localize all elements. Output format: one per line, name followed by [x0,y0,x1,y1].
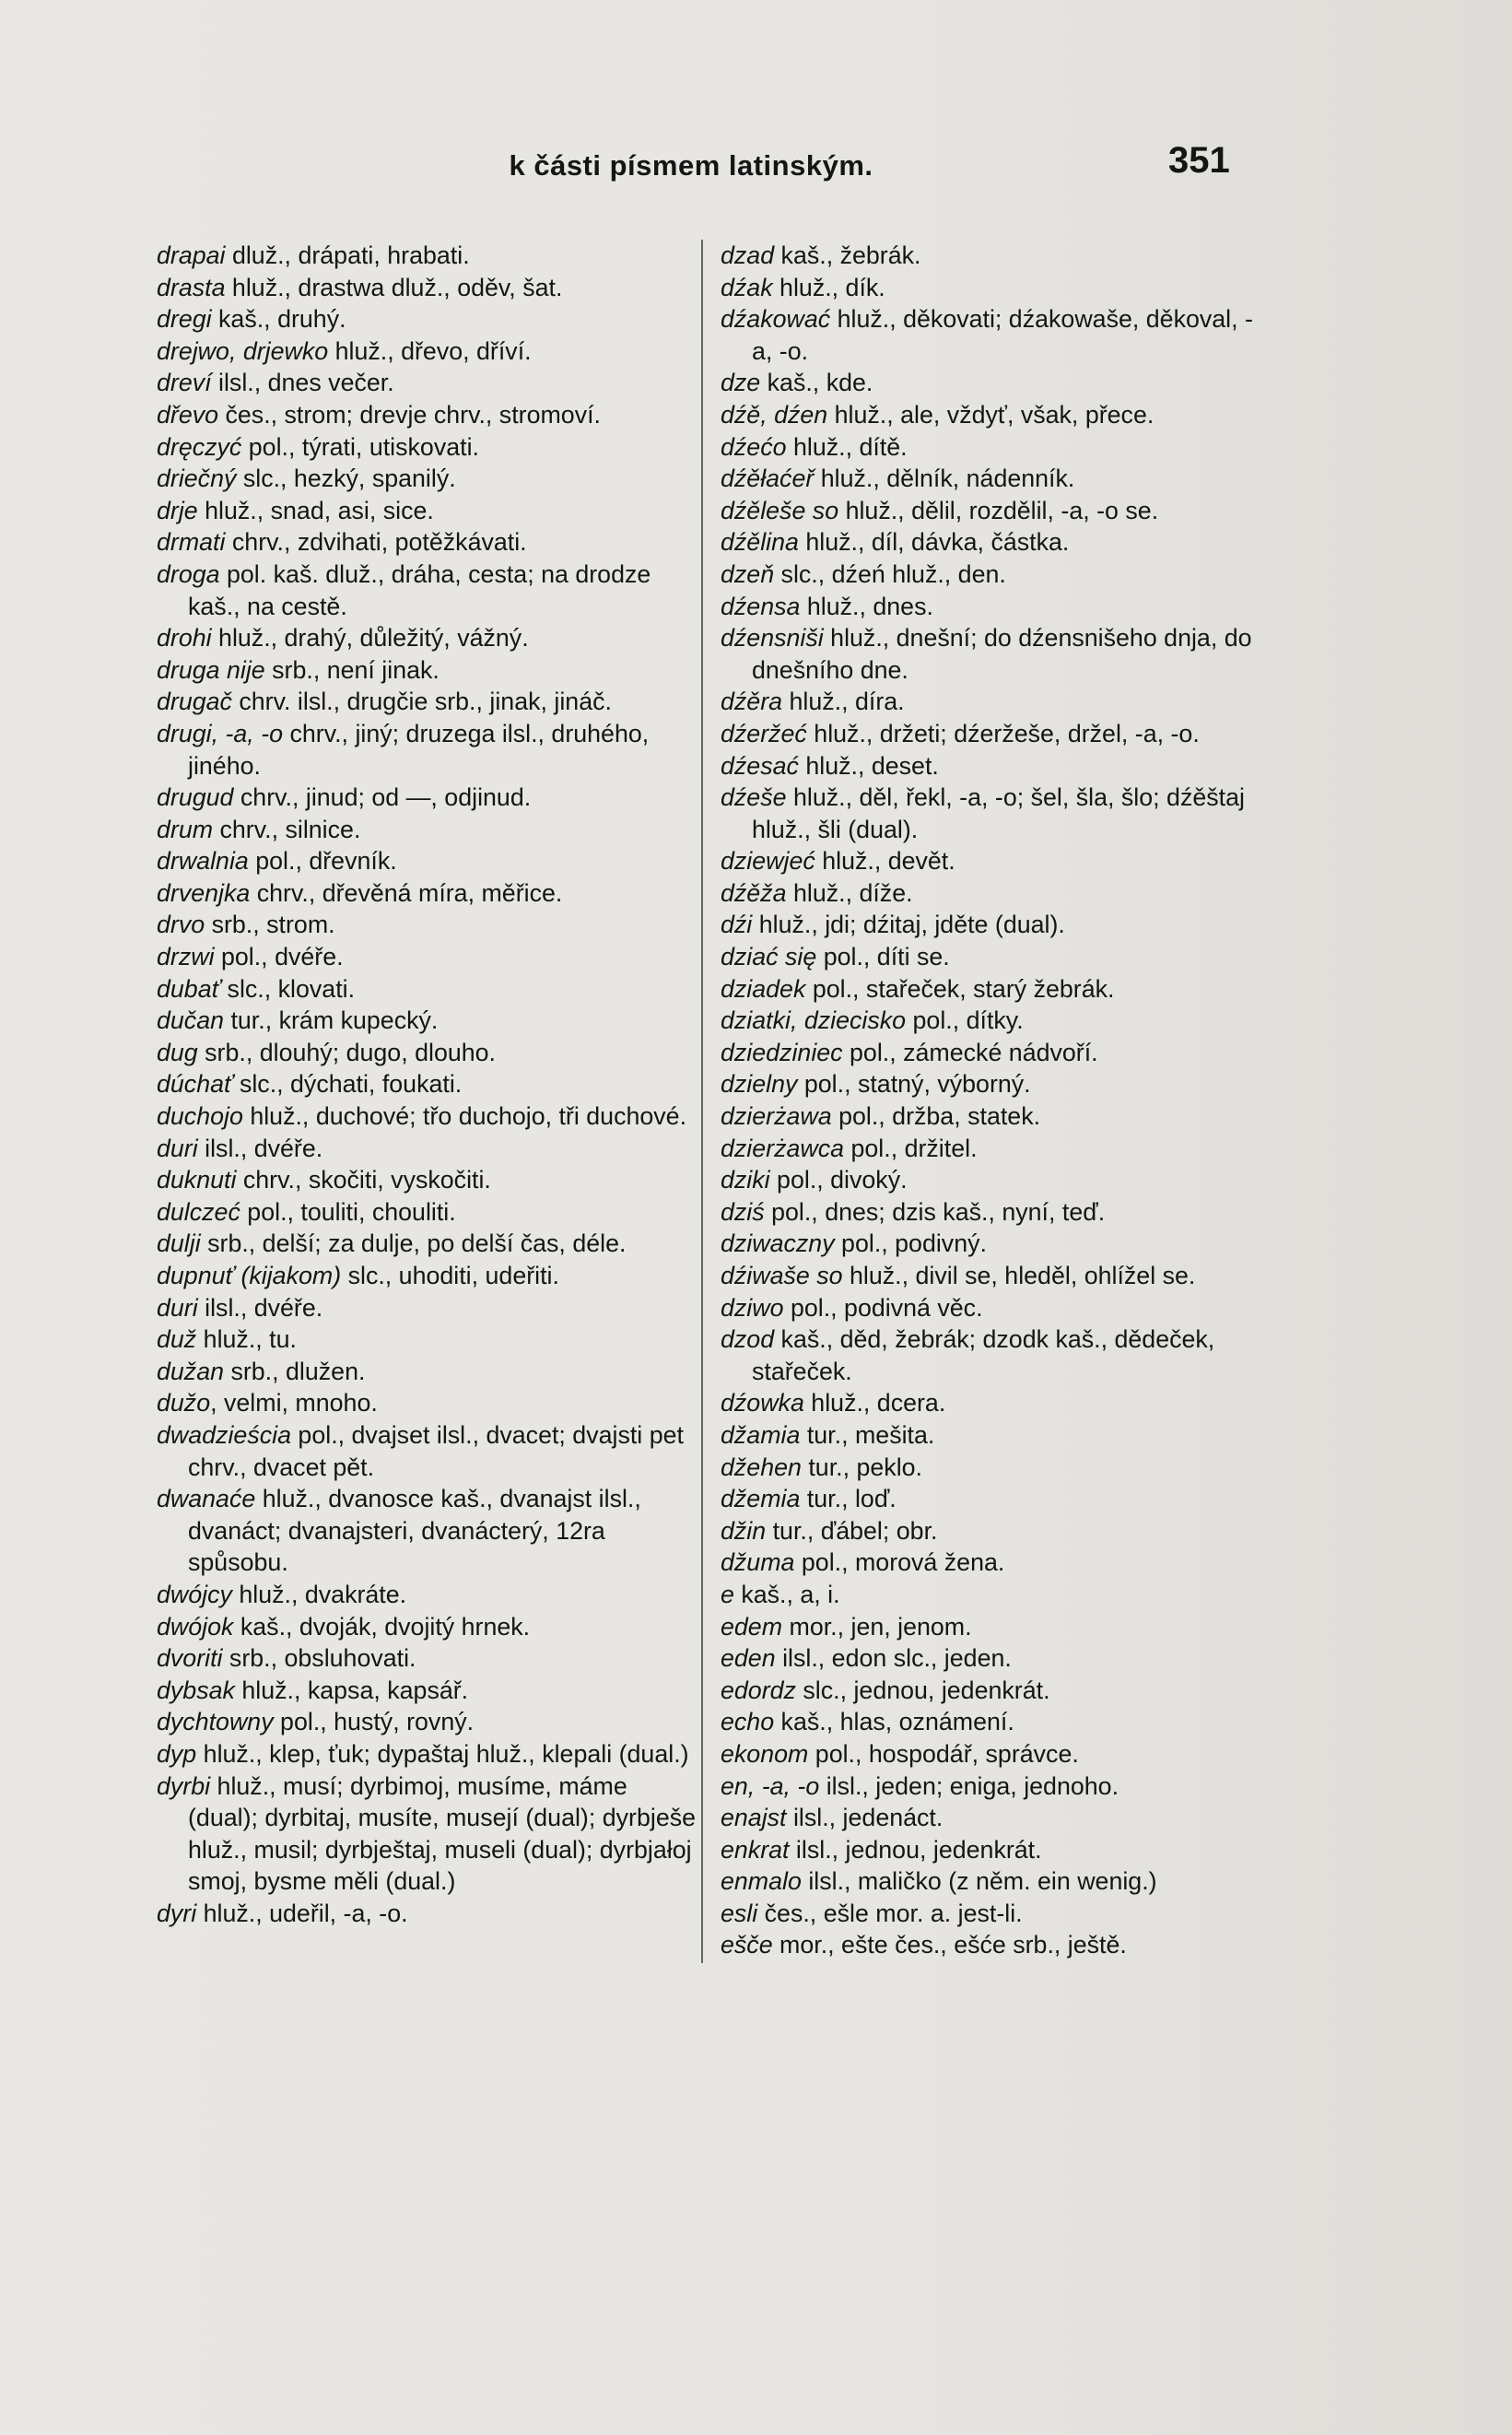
dictionary-entry [157,399,700,431]
definition: hluž., díže. [786,878,913,907]
definition: hluž., devět. [815,847,955,876]
headword: džuma [721,1548,795,1577]
definition: hluž., deset. [798,751,939,780]
dictionary-entry [157,654,700,687]
headword: drejwo, drjewko [157,336,329,365]
dictionary-entry [721,559,1264,591]
headword: dźě, dźen [721,400,828,429]
dictionary-entry [721,1037,1264,1069]
headword: dźiwaše so [721,1262,843,1289]
definition: pol., morová žena. [794,1548,1005,1577]
dictionary-entry [157,1675,700,1707]
dictionary-entry [721,686,1264,718]
headword: drmati [157,528,226,557]
dictionary-entry [721,1292,1264,1324]
dictionary-entry [721,877,1264,910]
headword: dučan [157,1006,225,1035]
headword: džehen [721,1453,802,1481]
definition: tur., ďábel; obr. [766,1516,938,1545]
headword: dziatki, dziecisko [721,1006,907,1035]
dictionary-entry [721,1387,1264,1419]
dictionary-entry [157,1483,700,1579]
dictionary-entry [157,1323,700,1356]
dictionary-entry [721,367,1264,399]
definition: srb., dlužen. [224,1357,366,1385]
dictionary-entry [157,1292,700,1324]
dictionary-entry [721,1005,1264,1037]
dictionary-entry [721,463,1264,495]
definition: srb., dlouhý; dugo, dlouho. [197,1038,496,1066]
definition: ilsl., jedenáct. [786,1804,944,1832]
definition: pol., dítky. [906,1006,1024,1035]
definition: pol., dvéře. [214,943,344,971]
dictionary-entry [157,495,700,527]
dictionary-entry [157,877,700,910]
dictionary-entry [157,1770,700,1898]
dictionary-entry [157,1898,700,1930]
definition: chrv., skočiti, vyskočiti. [236,1166,491,1194]
dictionary-entry [157,431,700,464]
definition: srb., delší; za dulje, po delší čas, déle. [200,1229,627,1258]
dictionary-entry [721,1770,1264,1803]
dictionary-entry [721,782,1264,845]
dictionary-entry [157,1387,700,1419]
headword: dzierżawa [721,1102,832,1131]
headword: dzielny [721,1070,798,1099]
headword: ešče [721,1931,773,1959]
headword: duri [157,1134,198,1162]
headword: dug [157,1038,198,1066]
definition: hluž., dítě. [786,432,908,461]
definition: hluž., dnes. [800,592,933,620]
definition: ilsl., dnes večer. [211,369,394,397]
definition: hluž., dík. [772,273,885,301]
dictionary-entry [721,1100,1264,1133]
definition: slc., klovati. [220,974,356,1003]
definition: hluž., tu. [196,1325,297,1354]
headword: dziedziniec [721,1038,843,1066]
dictionary-entry [721,303,1264,367]
right-column [721,240,1264,1961]
headword: dźowka [721,1389,804,1417]
headword: droga [157,559,220,588]
headword: duchojo [157,1102,243,1131]
definition: hluž., ale, vždyť, však, přece. [827,400,1155,429]
dictionary-entry [157,335,700,368]
definition: hluž., drastwa dluž., oděv, šat. [225,273,563,301]
definition: srb., není jinak. [264,655,440,684]
dictionary-entry [721,1068,1264,1100]
dictionary-entry [721,1675,1264,1707]
dictionary-entry [721,1323,1264,1387]
definition: pol., díti se. [816,943,950,971]
headword: dwadzieścia [157,1420,291,1449]
definition: pol., dnes; dzis kaš., nyní, teď. [764,1197,1106,1226]
headword: dreví [157,369,212,397]
dictionary-entry [721,1865,1264,1898]
definition: pol., touliti, chouliti. [240,1197,456,1226]
dictionary-entry [157,1068,700,1100]
headword: ekonom [721,1739,809,1768]
definition: pol., stařeček, starý žebrák. [805,974,1115,1003]
headword: dyrbi [157,1771,211,1800]
definition: pol., držitel. [844,1134,978,1162]
definition: hluž., dcera. [803,1389,946,1417]
headword: dźěra [721,688,783,716]
dictionary-entry [721,1802,1264,1834]
definition: pol., týrati, utiskovati. [241,432,479,461]
headword: druga nije [157,655,265,684]
definition: chrv., zdvihati, potěžkávati. [225,528,527,557]
dictionary-entry [157,367,700,399]
headword: dźak [721,273,773,301]
definition: kaš., dvoják, dvojitý hrnek. [233,1612,531,1641]
dictionary-entry [157,463,700,495]
dictionary-entry [157,1706,700,1738]
dictionary-entry [721,1579,1264,1611]
dictionary-entry [157,1037,700,1069]
headword: dvoriti [157,1644,223,1673]
headword: drugi, -a, -o [157,719,284,747]
headword: dziwaczny [721,1229,835,1258]
headword: dregi [157,305,212,334]
headword: dziadek [721,974,806,1003]
dictionary-entry [721,1834,1264,1866]
dictionary-entry [721,399,1264,431]
headword: dyri [157,1899,197,1927]
definition: kaš., hlas, oznámení. [774,1708,1014,1736]
definition: , velmi, mnoho. [210,1389,378,1417]
definition: kaš., druhý. [211,305,346,334]
headword: duknuti [157,1166,237,1194]
headword: dze [721,369,761,397]
headword: dzad [721,241,775,269]
headword: dźensniši [721,624,824,653]
headword: enkrat [721,1835,790,1864]
headword: dźeržeć [721,719,807,747]
dictionary-entry [157,1611,700,1643]
definition: pol., hustý, rovný. [273,1708,475,1736]
definition: hluž., díl, dávka, částka. [798,528,1070,557]
definition: mor., jen, jenom. [782,1612,972,1641]
headword: enajst [721,1804,787,1832]
headword: dupnuť (kijakom) [157,1262,342,1289]
column-divider [701,240,703,1963]
headword: e [721,1580,734,1608]
dictionary-entry [721,272,1264,304]
headword: drum [157,815,214,843]
definition: ilsl., jednou, jedenkrát. [789,1835,1042,1864]
dictionary-entry [721,1419,1264,1452]
dictionary-entry [157,622,700,654]
headword: drasta [157,273,226,301]
headword: drwalnia [157,847,249,876]
definition: hluž., udeřil, -a, -o. [196,1899,408,1927]
dictionary-entry [157,1100,700,1133]
definition: mor., ešte čes., ešće srb., ještě. [772,1931,1127,1959]
definition: čes., ešle mor. a. jest-li. [757,1899,1023,1927]
dictionary-entry [721,718,1264,750]
headword: drohi [157,624,212,653]
definition: hluž., dělil, rozdělil, -a, -o se. [838,496,1159,524]
definition: hluž., dnešní; do dźensnišeho dnja, do dnešního dne. [752,624,1252,684]
definition: pol., statný, výborný. [797,1070,1031,1099]
definition: srb., obsluhovati. [222,1644,416,1673]
definition: dluž., drápati, hrabati. [225,241,470,269]
definition: hluž., klep, ťuk; dypaštaj hluž., klepali (dual.) [196,1739,689,1768]
definition: chrv. ilsl., drugčie srb., jinak, jináč. [231,688,612,716]
definition: hluž., jdi; dźitaj, jděte (dual). [752,911,1065,939]
headword: džamia [721,1420,801,1449]
definition: hluž., musí; dyrbimoj, musíme, máme (dual); dyrbitaj, musíte, musejí (dual); dyrbješe hluž., musil; dyrbještaj, museli (dual); dyrbjałoj smoj, bysme měli (dual.) [188,1771,697,1896]
definition: kaš., žebrák. [774,241,921,269]
dictionary-entry [157,526,700,559]
definition: ilsl., dvéře. [197,1293,323,1322]
definition: pol., podivná věc. [783,1293,983,1322]
dictionary-entry [157,686,700,718]
headword: drje [157,496,198,524]
dictionary-entry [721,1133,1264,1165]
dictionary-entry [721,591,1264,623]
definition: hluž., dělník, nádenník. [814,465,1075,493]
headword: dychtowny [157,1708,274,1736]
headword: dwanaće [157,1485,256,1513]
headword: echo [721,1708,775,1736]
headword: dúchať [157,1070,233,1099]
headword: džemia [721,1485,801,1513]
dictionary-entry [721,1228,1264,1260]
headword: dziś [721,1197,765,1226]
dictionary-entry [721,1260,1264,1292]
headword: dybsak [157,1676,235,1704]
dictionary-entry [157,272,700,304]
dictionary-entry [721,845,1264,877]
dictionary-entry [721,1196,1264,1229]
headword: drugač [157,688,232,716]
definition: srb., strom. [205,911,335,939]
dictionary-entry [157,909,700,941]
headword: dźesać [721,751,799,780]
headword: edordz [721,1676,796,1704]
definition: kaš., a, i. [733,1580,840,1608]
headword: drvo [157,911,205,939]
dictionary-entry [721,1929,1264,1961]
headword: dźěłaćeř [721,465,815,493]
definition: hluž., dřevo, dříví. [328,336,532,365]
headword: eden [721,1644,776,1673]
dictionary-entry [157,1738,700,1770]
headword: džin [721,1516,767,1545]
dictionary-entry [157,1642,700,1675]
left-column [157,240,700,1929]
dictionary-entry [721,1164,1264,1196]
dictionary-entry [157,941,700,973]
definition: pol., dvajset ilsl., dvacet; dvajsti pet chrv., dvacet pět. [188,1420,684,1481]
headword: dźakować [721,305,831,334]
dictionary-entry [721,240,1264,272]
definition: pol., divoký. [769,1166,908,1194]
dictionary-entry [721,431,1264,464]
definition: hluž., snad, asi, sice. [197,496,434,524]
headword: dźeše [721,783,787,812]
dictionary-entry [721,1706,1264,1738]
dictionary-entry [157,1579,700,1611]
dictionary-entry [721,495,1264,527]
headword: dziewjeć [721,847,815,876]
headword: driečný [157,465,237,493]
headword: dzeň [721,559,775,588]
headword: drvenjka [157,878,251,907]
definition: tur., mešita. [800,1420,935,1449]
headword: esli [721,1899,758,1927]
dictionary-entry [721,1738,1264,1770]
dictionary-entry [157,1164,700,1196]
definition: hluž., divil se, hleděl, ohlížel se. [842,1262,1196,1289]
headword: dulji [157,1229,201,1258]
definition: hluž., dvakráte. [231,1580,407,1608]
definition: slc., dýchati, foukati. [232,1070,463,1099]
dictionary-entry [157,303,700,335]
dictionary-entry [157,559,700,622]
definition: chrv., dřevěná míra, měřice. [250,878,563,907]
definition: pol., zámecké nádvoří. [842,1038,1098,1066]
headword: dzierżawca [721,1134,845,1162]
headword: dužo [157,1389,211,1417]
dictionary-entry [721,941,1264,973]
definition: pol., hospodář, správce. [808,1739,1079,1768]
headword: dulczeć [157,1197,240,1226]
definition: slc., uhoditi, udeřiti. [341,1262,559,1289]
headword: dwójok [157,1612,234,1641]
headword: dźećo [721,432,787,461]
dictionary-entry [157,1228,700,1260]
dictionary-entry [721,909,1264,941]
definition: hluž., drahý, důležitý, vážný. [211,624,529,653]
definition: čes., strom; drevje chrv., stromoví. [218,400,601,429]
dictionary-entry [721,1898,1264,1930]
dictionary-entry [157,1356,700,1388]
dictionary-entry [721,526,1264,559]
headword: duž [157,1325,197,1354]
dictionary-entry [157,718,700,782]
dictionary-entry [721,1483,1264,1515]
definition: pol., držba, statek. [831,1102,1041,1131]
headword: dřevo [157,400,219,429]
definition: hluž., díra. [782,688,905,716]
dictionary-entry [157,1133,700,1165]
headword: dźěža [721,878,787,907]
dictionary-entry [721,1515,1264,1547]
headword: dziać się [721,943,817,971]
dictionary-entry [157,1196,700,1229]
definition: hluž., duchové; třo duchojo, tři duchové. [242,1102,687,1131]
definition: ilsl., dvéře. [197,1134,323,1162]
headword: dyp [157,1739,197,1768]
running-title: k části písmem latinským. [509,149,873,182]
headword: dwójcy [157,1580,232,1608]
dictionary-entry [721,1547,1264,1579]
headword: dubať [157,974,221,1003]
headword: edem [721,1612,783,1641]
definition: pol., podivný. [834,1229,987,1258]
definition: ilsl., jeden; eniga, jednoho. [819,1771,1119,1800]
dictionary-entry [721,973,1264,1006]
definition: slc., dźeń hluž., den. [774,559,1006,588]
headword: dręczyć [157,432,242,461]
definition: hluž., děl, řekl, -a, -o; šel, šla, šlo; dźěštaj hluž., šli (dual). [752,783,1245,843]
headword: dźěleše so [721,496,839,524]
definition: tur., krám kupecký. [224,1006,439,1035]
definition: hluž., dvanosce kaš., dvanajst ilsl., dvanáct; dvanajsteri, dvanácterý, 12ra spůsobu. [188,1485,641,1577]
dictionary-entry [157,1260,700,1292]
definition: hluž., kapsa, kapsář. [234,1676,469,1704]
headword: drapai [157,241,226,269]
headword: drzwi [157,943,215,971]
dictionary-entry [157,1419,700,1483]
dictionary-entry [157,814,700,846]
headword: dziwo [721,1293,784,1322]
headword: dźi [721,911,753,939]
definition: chrv., jiný; druzega ilsl., druhého, jiného. [188,719,650,780]
definition: ilsl., maličko (z něm. ein wenig.) [801,1867,1157,1896]
definition: ilsl., edon slc., jeden. [775,1644,1012,1673]
dictionary-entry [157,1005,700,1037]
definition: chrv., silnice. [213,815,361,843]
headword: duri [157,1293,198,1322]
dictionary-entry [157,973,700,1006]
dictionary-entry [721,1642,1264,1675]
headword: drugud [157,783,234,812]
dictionary-entry [157,782,700,814]
definition: tur., loď. [800,1485,897,1513]
dictionary-entry [721,1611,1264,1643]
dictionary-entry [721,1452,1264,1484]
definition: chrv., jinud; od —, odjinud. [233,783,532,812]
definition: kaš., děd, žebrák; dzodk kaš., dědeček, stařeček. [752,1325,1215,1385]
definition: kaš., kde. [760,369,873,397]
definition: pol., dřevník. [248,847,397,876]
definition: tur., peklo. [801,1453,923,1481]
dictionary-entry [721,750,1264,782]
definition: slc., hezký, spanilý. [236,465,456,493]
page-number: 351 [1168,140,1230,181]
definition: hluž., držeti; dźeržeše, držel, -a, -o. [806,719,1200,747]
definition: hluž., děkovati; dźakowaše, děkoval, -a, -o. [752,305,1253,365]
dictionary-entry [157,845,700,877]
headword: dźělina [721,528,799,557]
dictionary-entry [157,240,700,272]
headword: dźensa [721,592,801,620]
headword: dziki [721,1166,770,1194]
headword: dužan [157,1357,225,1385]
headword: enmalo [721,1867,802,1896]
dictionary-entry [721,622,1264,686]
definition: pol. kaš. dluž., dráha, cesta; na drodze kaš., na cestě. [188,559,651,620]
headword: dzod [721,1325,775,1354]
definition: slc., jednou, jedenkrát. [795,1676,1050,1704]
headword: en, -a, -o [721,1771,820,1800]
